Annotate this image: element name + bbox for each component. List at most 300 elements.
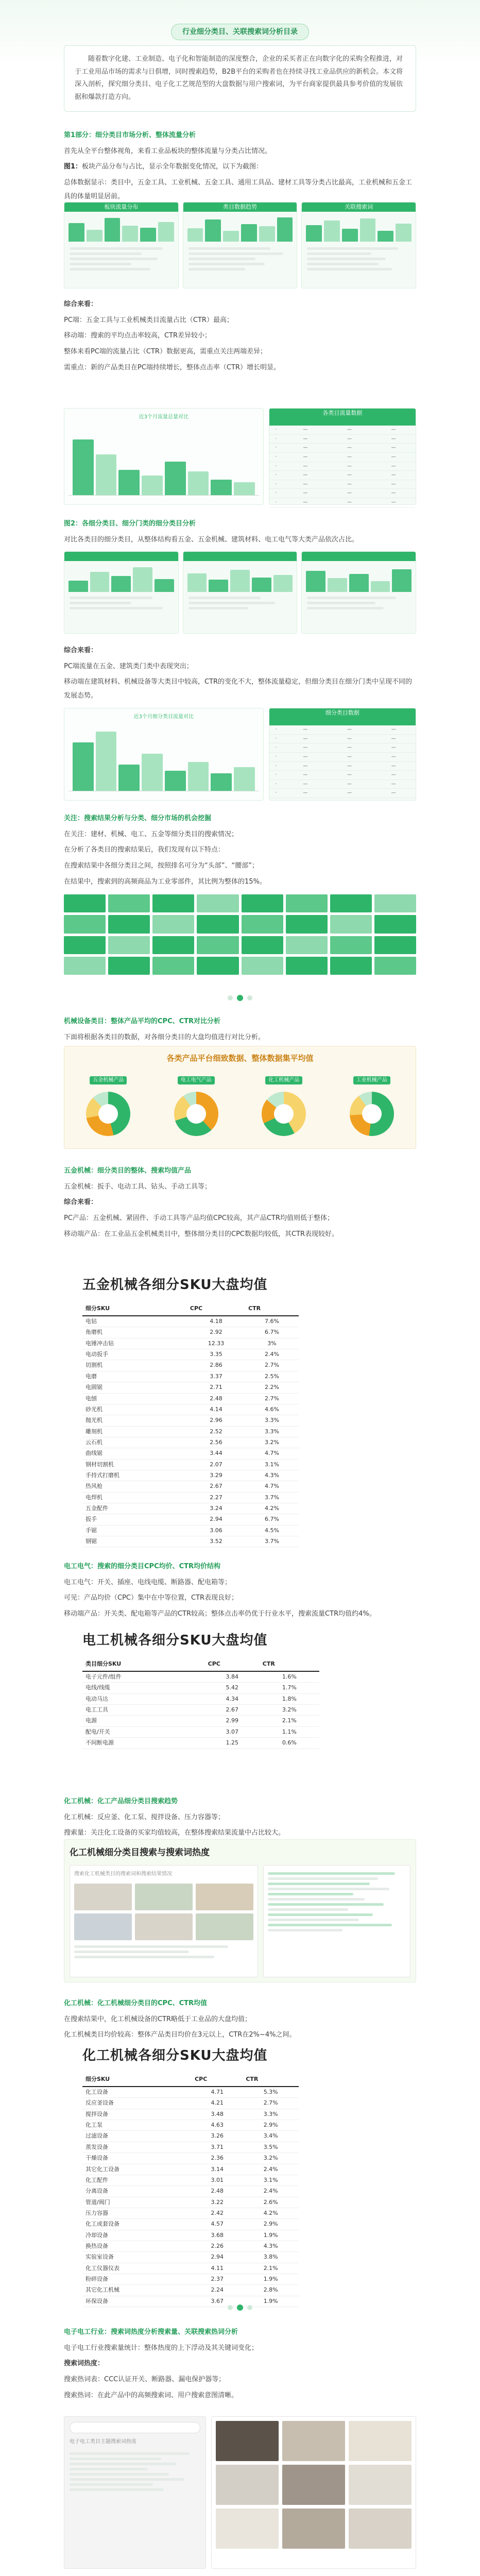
sku-name-cell: 手持式打磨机	[82, 1470, 187, 1481]
sku-name-cell: 电刨	[82, 1393, 187, 1404]
donut-label: 化工机械产品	[265, 1076, 302, 1084]
ctr-cell: 1.9%	[243, 2230, 299, 2241]
sku-name-cell: 电线/线缆	[82, 1683, 205, 1693]
ctr-cell: 3.2%	[260, 1705, 319, 1716]
cpc-cell: 3.29	[187, 1470, 245, 1481]
cpc-cell: 3.67	[192, 2296, 243, 2307]
section-heading-rest: 细分类目的整体、搜索均值产品	[97, 1167, 192, 1175]
table-row	[82, 1683, 319, 1693]
subcategory-dashboard	[64, 551, 416, 634]
ctr-cell: 5.3%	[243, 2087, 299, 2098]
sku-name-cell: 过滤设备	[82, 2131, 192, 2142]
table-row	[82, 2120, 299, 2131]
ctr-cell: 3.8%	[243, 2252, 299, 2263]
cpc-cell: 2.86	[187, 1360, 245, 1371]
ctr-cell: 2.1%	[243, 2263, 299, 2274]
sku-name-cell: 电焊机	[82, 1492, 187, 1503]
traffic-chart-panel	[64, 408, 264, 505]
section-notes-1	[64, 296, 416, 377]
section-subcategory	[64, 515, 416, 549]
section-divider	[216, 2303, 264, 2312]
cpc-cell: 4.34	[205, 1693, 260, 1704]
sku-name-cell: 雕刻机	[82, 1426, 187, 1437]
sku-name-cell: 反应釜设备	[82, 2098, 192, 2109]
note-line: 电子电工行业搜索量统计：整体热度的上下浮动及其关键词变化；	[64, 2344, 259, 2352]
table-row	[82, 2098, 299, 2109]
donut-chart	[262, 1092, 306, 1136]
sku-name-cell: 钢材切割机	[82, 1459, 187, 1470]
note-line: PC端流量在五金、建筑类门类中表现突出；	[64, 662, 193, 670]
table-row	[82, 2109, 299, 2120]
sku-name-cell: 化工仪器仪表	[82, 2263, 192, 2274]
cpc-cell: 2.67	[187, 1481, 245, 1492]
ctr-cell: 1.1%	[260, 1726, 319, 1737]
note-line: 在分析了各类目的搜索结果后，我们发现有以下特点：	[64, 846, 225, 854]
donut-label: 工业机械产品	[353, 1076, 390, 1084]
cpc-cell: 2.37	[192, 2274, 243, 2284]
section-heading-rest: 化工机械细分类目的CPC、CTR均值	[97, 1999, 208, 2007]
sku-name-cell: 管道/阀门	[82, 2197, 192, 2208]
sku-name-cell: 其它化工设备	[82, 2164, 192, 2175]
sku-name-cell: 化工泵	[82, 2120, 192, 2131]
ctr-cell: 7.6%	[245, 1316, 299, 1327]
table-row	[82, 1437, 299, 1448]
table-row	[82, 1726, 319, 1737]
sku-name-cell: 冷却设备	[82, 2230, 192, 2241]
ctr-cell: 3.4%	[243, 2131, 299, 2142]
table-row	[82, 2208, 299, 2218]
cpc-cell: 2.67	[205, 1705, 260, 1716]
chart-title: 近3个月细分类目流量对比	[133, 714, 194, 720]
ctr-cell: 2.4%	[243, 2164, 299, 2175]
donut-chart	[350, 1092, 394, 1136]
section-notes-2	[64, 642, 416, 705]
sku-name-cell: 压力容器	[82, 2208, 192, 2218]
figure-label: 图1：	[64, 163, 82, 171]
table-row	[82, 1371, 299, 1382]
cpc-cell: 3.06	[187, 1525, 245, 1536]
sku-name-cell: 粉碎设备	[82, 2274, 192, 2284]
ctr-cell: 2.7%	[245, 1393, 299, 1404]
ctr-cell: 1.6%	[260, 1671, 319, 1683]
ctr-cell: 1.9%	[243, 2296, 299, 2307]
section-heading: 电子电工行业：	[64, 2328, 111, 2336]
section-paragraph: 下面将根据各类目的数据，对各细分类目的大盘均值进行对比分析。	[64, 1033, 265, 1041]
table-row	[82, 1481, 299, 1492]
note-line: 移动端产品：开关类、配电箱等产品的CTR较高；整体点击率仍优于行业水平，搜索流量CTR均值约4%。	[64, 1609, 376, 1618]
column-header: CTR	[245, 1302, 299, 1316]
cpc-cell: 3.24	[187, 1503, 245, 1514]
table-row	[82, 1470, 299, 1481]
sku-name-cell: 配电/开关	[82, 1726, 205, 1737]
ctr-cell: 1.9%	[243, 2274, 299, 2284]
note-line: 在搜索结果中各细分类目之间，按照排名可分为“头部”、“腰部”；	[64, 861, 259, 870]
note-line: 化工机械：反应釜、化工泵、搅拌设备、压力容器等；	[64, 1813, 225, 1821]
ctr-cell: 3.2%	[245, 1437, 299, 1448]
ctr-cell: 2.1%	[260, 1716, 319, 1726]
note-line: 五金机械：扳手、电动工具、钻头、手动工具等；	[64, 1182, 212, 1191]
ctr-cell: 4.2%	[243, 2208, 299, 2218]
cpc-cell: 3.71	[192, 2142, 243, 2153]
screenshot-caption: 电子电工类目主题搜索词热度	[70, 2439, 136, 2445]
subcategory-table-panel: 细分类目数据 · — — — · — — — · — — — · — — — · — — — · — — — · — — — · — — —	[269, 708, 416, 801]
note-line: 在关注：建材、机械、电工、五金等细分类目的搜索情况；	[64, 830, 238, 838]
sku-name-cell: 手锯	[82, 1525, 187, 1536]
cpc-cell: 2.27	[187, 1492, 245, 1503]
column-header: CTR	[260, 1658, 319, 1671]
table-row	[82, 1738, 319, 1749]
table-row	[82, 2241, 299, 2251]
sku-name-cell: 五金配件	[82, 1503, 187, 1514]
section-heading-rest: 搜索的细分类目CPC均价、CTR均价结构	[97, 1563, 221, 1570]
table-row	[82, 1671, 319, 1683]
section-heading-rest: 各细分类目、细分门类的细分类目分析	[82, 520, 196, 528]
cpc-cell: 3.48	[192, 2109, 243, 2120]
cpc-cell: 4.57	[192, 2219, 243, 2230]
note-line: 移动端：搜索的平均点击率较高，CTR差异较小；	[64, 332, 212, 340]
section-paragraph: 总体数据显示：类目中，五金工具、工业机械、五金工具、通用工具品、建材工具等分类占比最高，工业机械和五金工具的体量明显居前。	[64, 178, 413, 200]
ctr-cell: 2.4%	[243, 2186, 299, 2197]
sku-name-cell: 蒸发设备	[82, 2142, 192, 2153]
sku-name-cell: 电动马达	[82, 1693, 205, 1704]
table-row	[82, 1459, 299, 1470]
electrical-sku-table	[82, 1658, 319, 1749]
ctr-cell: 2.7%	[243, 2098, 299, 2109]
note-line: 综合来看：	[64, 1198, 98, 1207]
note-label: 综合来看：	[64, 300, 98, 308]
table-row	[82, 1382, 299, 1393]
column-header: CPC	[205, 1658, 260, 1671]
cpc-cell: 3.68	[192, 2230, 243, 2241]
table-title: 化工机械各细分SKU大盘均值	[82, 2048, 268, 2063]
column-header: 类目细分SKU	[82, 1658, 205, 1671]
cpc-cell: 4.63	[192, 2120, 243, 2131]
panel-title: 板块流量分布	[64, 202, 178, 212]
note-line: 搜索热词表：CCC认证开关、断路器、漏电保护器等；	[64, 2375, 226, 2383]
section-search-results	[64, 810, 416, 891]
note-line: 移动端产品：在工业品五金机械类目中，整体细分类目的CPC数据均较低，其CTR表现较好。	[64, 1230, 339, 1238]
section-paragraph: 对比各类目的细分类目，从整体结构看五金、五金机械、建筑材料、电工电气等大类产品依次占比。	[64, 535, 359, 544]
section-heading-rest: 整体产品平均的CPC、CTR对比分析	[111, 1018, 221, 1025]
section-heading: 化工机械：	[64, 1798, 98, 1805]
sku-name-cell: 化工配件	[82, 2175, 192, 2185]
section-heading: 第1部分：细分类目市场分析、整体流量分析	[64, 131, 196, 139]
sku-name-cell: 电子元件/组件	[82, 1671, 205, 1683]
banner-title: 各类产品平台细致数据、整体数据集平均值	[166, 1054, 314, 1063]
section-chemical-values	[64, 1995, 416, 2044]
sku-name-cell: 电磨	[82, 1371, 187, 1382]
ctr-cell: 3.2%	[243, 2153, 299, 2164]
cpc-cell: 2.48	[192, 2186, 243, 2197]
ctr-cell: 3.3%	[245, 1415, 299, 1426]
cpc-cell: 4.18	[187, 1316, 245, 1327]
ctr-cell: 3.7%	[245, 1492, 299, 1503]
note-line: 搜索热词：在此产品中的高频搜索词、用户搜索意图清晰。	[64, 2391, 238, 2399]
cpc-cell: 2.94	[192, 2252, 243, 2263]
overview-dashboard	[64, 202, 416, 289]
ctr-cell: 4.7%	[245, 1448, 299, 1459]
cpc-cell: 3.22	[192, 2197, 243, 2208]
cpc-cell: 2.71	[187, 1382, 245, 1393]
cpc-cell: 3.07	[205, 1726, 260, 1737]
ctr-cell: 6.7%	[245, 1327, 299, 1338]
table-row	[82, 1705, 319, 1716]
section-hardware	[64, 1162, 416, 1243]
cpc-cell: 2.94	[187, 1514, 245, 1525]
chemical-search-figure	[64, 1839, 416, 1982]
traffic-figure	[64, 408, 416, 505]
table-row	[82, 1448, 299, 1459]
table-row	[82, 1360, 299, 1371]
donut-card	[248, 1073, 320, 1136]
sku-name-cell: 热风枪	[82, 1481, 187, 1492]
sku-name-cell: 电圆锯	[82, 1382, 187, 1393]
figure-label-text: 板块产品分布与占比，显示全年数据变化情况，以下为截图：	[82, 163, 263, 171]
table-row	[82, 1716, 319, 1726]
cpc-cell: 5.42	[205, 1683, 260, 1693]
donut-card	[336, 1073, 408, 1136]
note-line: 在搜索结果中，化工机械设备的CTR略低于工业品的大盘均值；	[64, 2015, 252, 2023]
product-grid-screenshot	[211, 2416, 416, 2569]
donut-card	[72, 1073, 144, 1136]
ctr-cell: 2.9%	[243, 2120, 299, 2131]
panel-title: 关联搜索词	[302, 202, 416, 212]
note-line: PC产品：五金机械、紧固件、手动工具等产品均值CPC较高，其产品CTR均值则低于整体；	[64, 1214, 334, 1222]
header-pill: 行业细分类目、关联搜索词分析目录	[171, 24, 309, 40]
section-paragraph: 首先从全平台整体视角，来看工业品板块的整体流量与分类占比情况。	[64, 147, 272, 155]
ctr-cell: 4.3%	[245, 1470, 299, 1481]
ctr-cell: 0.6%	[260, 1738, 319, 1749]
sku-name-cell: 电钻	[82, 1316, 187, 1327]
table-row	[82, 1693, 319, 1704]
green-tile-grid	[64, 894, 416, 975]
cpc-cell: 3.84	[205, 1671, 260, 1683]
donut-chart	[86, 1092, 130, 1136]
chemical-sku-table	[82, 2073, 299, 2307]
electrical-sku-table-card	[64, 1628, 416, 1778]
cpc-cell: 2.36	[192, 2153, 243, 2164]
cpc-cell: 2.52	[187, 1426, 245, 1437]
cpc-cell: 2.92	[187, 1327, 245, 1338]
sku-name-cell: 扳手	[82, 1514, 187, 1525]
table-row	[82, 1404, 299, 1415]
sku-name-cell: 电工工具	[82, 1705, 205, 1716]
ctr-cell: 2.8%	[243, 2285, 299, 2296]
sku-name-cell: 抛光机	[82, 1415, 187, 1426]
column-header: 细分SKU	[82, 1302, 187, 1316]
note-line: 可见：产品均价（CPC）集中在中等位置，CTR表现良好；	[64, 1594, 238, 1602]
note-line: 移动端在建筑材料、机械设备等大类目中较高，CTR的变化不大，整体流量稳定，但细分类目在细分门类中呈现不同的发展态势。	[64, 678, 413, 700]
dashboard-panel	[64, 202, 179, 289]
donut-chart	[174, 1092, 218, 1136]
ctr-cell: 3.5%	[243, 2142, 299, 2153]
table-row	[82, 2087, 299, 2098]
table-row	[82, 1536, 299, 1547]
cpc-cell: 12.33	[187, 1338, 245, 1349]
hardware-sku-table-card	[64, 1273, 416, 1547]
ctr-cell: 3%	[245, 1338, 299, 1349]
sku-name-cell: 化工成套设备	[82, 2219, 192, 2230]
traffic-table-panel: 各类目流量数据 · — — — · — — — · — — — · — — — · — — — · — — — · — — — · — — — · — — —	[269, 408, 416, 505]
ctr-cell: 4.7%	[245, 1481, 299, 1492]
donut-banner	[64, 1046, 416, 1149]
table-row	[82, 2274, 299, 2284]
column-header: 细分SKU	[82, 2073, 192, 2087]
table-row	[82, 2197, 299, 2208]
section-electronics	[64, 2324, 416, 2404]
search-page-screenshot	[64, 2416, 206, 2569]
ctr-cell: 3.1%	[243, 2175, 299, 2185]
section-chemical	[64, 1793, 416, 1842]
table-row	[82, 2164, 299, 2175]
table-row	[82, 1338, 299, 1349]
table-row	[82, 2153, 299, 2164]
note-line: PC端：五金工具与工业机械类目流量占比（CTR）最高；	[64, 316, 233, 324]
section-heading: 化工机械：	[64, 1999, 98, 2007]
cpc-cell: 2.24	[192, 2285, 243, 2296]
cpc-cell: 2.56	[187, 1437, 245, 1448]
cpc-cell: 4.14	[187, 1404, 245, 1415]
table-row	[82, 1426, 299, 1437]
subcategory-chart-panel	[64, 708, 264, 801]
ctr-cell: 3.3%	[243, 2109, 299, 2120]
section-divider	[216, 993, 264, 1003]
table-row	[82, 2142, 299, 2153]
section-heading: 电工电气：	[64, 1563, 98, 1570]
sku-name-cell: 电源	[82, 1716, 205, 1726]
note-line: 化工机械类目均价较高：整体产品类目均价在3元以上，CTR在2%~4%之间。	[64, 2031, 296, 2039]
panel-title: 类目数据趋势	[183, 202, 297, 212]
sku-name-cell: 切割机	[82, 1360, 187, 1371]
dashboard-panel	[301, 202, 416, 289]
ctr-cell: 2.5%	[245, 1371, 299, 1382]
cpc-cell: 3.35	[187, 1349, 245, 1360]
sku-name-cell: 不间断电源	[82, 1738, 205, 1749]
section-electrical	[64, 1558, 416, 1623]
section-heading-rest: 搜索结果分析与分类、细分市场的机会挖掘	[84, 815, 212, 822]
electronics-search-figure	[64, 2416, 416, 2569]
ctr-cell: 1.7%	[260, 1683, 319, 1693]
ctr-cell: 6.7%	[245, 1514, 299, 1525]
hardware-sku-table	[82, 1302, 299, 1547]
ctr-cell: 3.3%	[245, 1426, 299, 1437]
column-header: CTR	[243, 2073, 299, 2087]
table-row	[82, 1316, 299, 1327]
cpc-cell: 3.01	[192, 2175, 243, 2185]
table-row	[82, 2186, 299, 2197]
section-heading-rest: 搜索词热度分析搜索量、关联搜索热词分析	[111, 2328, 238, 2336]
section-heading: 关注：	[64, 815, 84, 822]
cpc-cell: 2.96	[187, 1415, 245, 1426]
section-heading-rest: 化工产品细分类目搜索趋势	[97, 1798, 178, 1805]
sku-name-cell: 其它化工机械	[82, 2285, 192, 2296]
cpc-cell: 1.25	[205, 1738, 260, 1749]
cpc-cell: 2.99	[205, 1716, 260, 1726]
table-title: 五金机械各细分SKU大盘均值	[82, 1277, 268, 1293]
ctr-cell: 4.6%	[245, 1404, 299, 1415]
dashboard-panel	[183, 551, 298, 634]
sku-name-cell: 砂光机	[82, 1404, 187, 1415]
donut-card	[160, 1073, 232, 1136]
ctr-cell: 2.9%	[243, 2219, 299, 2230]
note-line: 需重点：新的产品类目在PC端持续增长，整体点击率（CTR）增长明显。	[64, 363, 280, 371]
table-title: 各类目流量数据	[269, 409, 416, 418]
table-row	[82, 2175, 299, 2185]
sku-name-cell: 搅拌设备	[82, 2109, 192, 2120]
sku-name-cell: 云石机	[82, 1437, 187, 1448]
sku-name-cell: 曲线锯	[82, 1448, 187, 1459]
donut-label: 五金机械产品	[90, 1076, 127, 1084]
table-row	[82, 1349, 299, 1360]
ctr-cell: 2.2%	[245, 1382, 299, 1393]
table-row	[82, 2219, 299, 2230]
cpc-cell: 2.07	[187, 1459, 245, 1470]
chemical-sku-table-card	[64, 2043, 416, 2304]
table-row	[82, 1492, 299, 1503]
table-row	[82, 2285, 299, 2296]
dashboard-panel	[183, 202, 298, 289]
search-results-screenshot	[70, 1865, 258, 1977]
table-row	[82, 2252, 299, 2263]
cpc-cell: 2.42	[192, 2208, 243, 2218]
column-header: CPC	[192, 2073, 243, 2087]
ctr-cell: 2.7%	[245, 1360, 299, 1371]
table-row	[82, 2230, 299, 2241]
note-line: 搜索词热度：	[64, 2360, 105, 2368]
subcategory-figure	[64, 708, 416, 801]
dashboard-panel	[301, 551, 416, 634]
sku-name-cell: 实验室设备	[82, 2252, 192, 2263]
chart-title: 近3个月流量总量对比	[139, 414, 189, 420]
table-row	[82, 2296, 299, 2307]
table-row	[82, 1327, 299, 1338]
section-heading: 图2：	[64, 520, 82, 528]
ctr-cell: 3.1%	[245, 1459, 299, 1470]
ctr-cell: 2.6%	[243, 2197, 299, 2208]
table-row	[82, 2263, 299, 2274]
cpc-cell: 3.44	[187, 1448, 245, 1459]
cpc-cell: 2.48	[187, 1393, 245, 1404]
table-title: 细分类目数据	[269, 708, 416, 718]
section-heading: 五金机械：	[64, 1167, 98, 1175]
table-row	[82, 2131, 299, 2142]
sku-name-cell: 换热设备	[82, 2241, 192, 2251]
sku-name-cell: 环保设备	[82, 2296, 192, 2307]
ctr-cell: 4.5%	[245, 1525, 299, 1536]
dashboard-panel	[64, 551, 179, 634]
section-machinery	[64, 1013, 416, 1046]
sku-name-cell: 钢锯	[82, 1536, 187, 1547]
cpc-cell: 4.11	[192, 2263, 243, 2274]
note-line: 在结果中，搜索到的高频商品为工业零部件，其比例为整体的15%。	[64, 877, 266, 886]
sku-name-cell: 干燥设备	[82, 2153, 192, 2164]
cpc-cell: 3.26	[192, 2131, 243, 2142]
note-line: 整体来看PC端的流量占比（CTR）数据更高，需重点关注两端差异；	[64, 347, 267, 355]
note-label: 综合来看：	[64, 647, 98, 654]
table-row	[82, 1393, 299, 1404]
note-line: 电工电气：开关、插座、电线电缆、断路器、配电箱等；	[64, 1578, 232, 1586]
sku-name-cell: 电动扳手	[82, 1349, 187, 1360]
hot-words-list	[263, 1865, 410, 1977]
table-title: 电工机械各细分SKU大盘均值	[82, 1633, 268, 1648]
ctr-cell: 4.3%	[243, 2241, 299, 2251]
intro-box: 随着数字化建、工业制造、电子化和智能制造的深度整合，企业的采买者正在向数字化的采购全程推进，对于工业用品市场的需求与日俱增，同时搜索趋势，B2B平台的采购者也在持续寻找工业品供应的新机会。本文将深入剖析，探究细分类目、电子化工艺规范型的大盘数据与用户搜索词，为平台商家提供最具参考价值的发展依据和爆款打造方向。	[64, 45, 416, 112]
cpc-cell: 3.14	[192, 2164, 243, 2175]
ctr-cell: 4.2%	[245, 1503, 299, 1514]
table-row	[82, 1415, 299, 1426]
ctr-cell: 2.4%	[245, 1349, 299, 1360]
screenshot-caption: 搜索化工机械类目的搜索词和搜索结果情况	[74, 1871, 172, 1877]
